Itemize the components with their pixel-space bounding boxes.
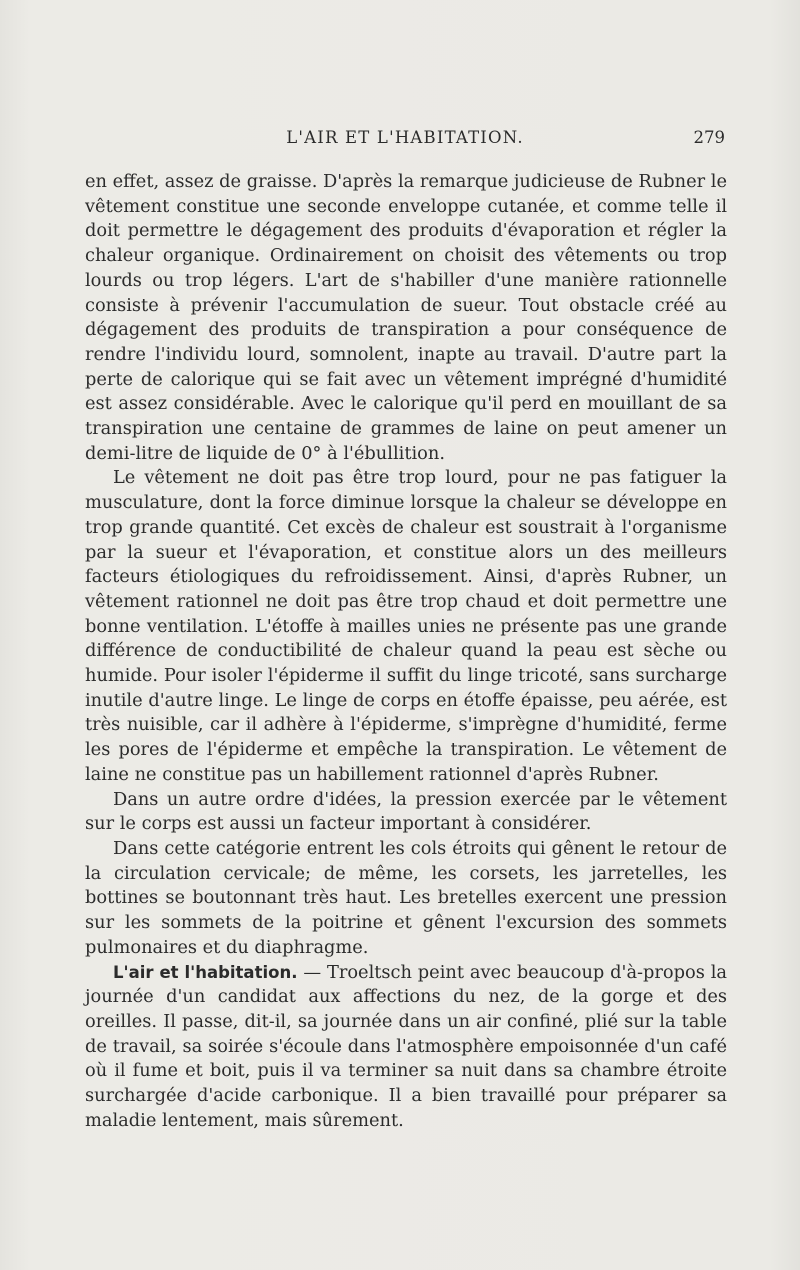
page-header <box>85 128 725 154</box>
paragraph-clothing-weight: Le vêtement ne doit pas être trop lourd, pour ne pas fatiguer la musculature, dont la force diminue lorsque la chaleur se développe en trop grande quantité. Cet excès de chaleur est soustrait à l'organisme par la sueur et l'évaporation, et constitue alors un des meilleurs facteurs étiologiques du refroidissement. Ainsi, d'après Rubner, un vêtement rationnel ne doit pas être trop chaud et doit permettre une bonne ventilation. L'étoffe à mailles unies ne présente pas une grande différence de conductibilité de chaleur quand la peau est sèche ou humide. Pour isoler l'épiderme il suffit du linge tricoté, sans surcharge inutile d'autre linge. Le linge de corps en étoffe épaisse, peu aérée, est très nuisible, car il adhère à l'épiderme, s'imprègne d'humidité, ferme les pores de l'épiderme et empêche la transpiration. Le vêtement de laine ne constitue pas un habillement rationnel d'après Rubner. <box>85 467 727 785</box>
section-heading: L'air et l'habitation. <box>113 962 298 982</box>
paragraph-clothing-evaporation: en effet, assez de graisse. D'après la remarque judicieuse de Rubner le vêtement constitue une seconde enveloppe cutanée, et comme telle il doit permettre le dégagement des produits d'évaporation et régler la chaleur organique. Ordinairement on choisit des vêtements ou trop lourds ou trop légers. L'art de s'habiller d'une manière rationnelle consiste à prévenir l'accumulation de sueur. Tout obstacle créé au dégagement des produits de transpiration a pour conséquence de rendre l'individu lourd, somnolent, inapte au travail. D'autre part la perte de calorique qui se fait avec un vêtement imprégné d'humidité est assez considérable. Avec le calorique qu'il perd en mouillant de sa transpiration une centaine de grammes de laine on peut amener un demi-litre de liquide de 0° à l'ébullition. <box>85 171 727 464</box>
paragraph-clothing-pressure: Dans un autre ordre d'idées, la pression exercée par le vêtement sur le corps est aussi un facteur important à considérer. <box>85 788 727 835</box>
running-title: L'AIR ET L'HABITATION. <box>286 128 524 147</box>
section-text: — Troeltsch peint avec beaucoup d'à-propos la journée d'un candidat aux affections du nez, de la gorge et des oreilles. Il passe, dit-il, sa journée dans un air confiné, plié sur la table de travail, sa soirée s'écoule dans l'atmosphère empoisonnée d'un café où il fume et boit, puis il va terminer sa nuit dans sa chambre étroite surchargée d'acide carbonique. Il a bien travaillé pour préparer sa maladie lentement, mais sûrement. <box>85 961 728 1131</box>
paragraph-air-and-housing <box>85 961 727 1134</box>
body-text <box>85 170 727 1133</box>
paragraph-tight-garments: Dans cette catégorie entrent les cols étroits qui gênent le retour de la circulation cervicale; de même, les corsets, les jarretelles, les bottines se boutonnant très haut. Les bretelles exercent une pression sur les sommets de la poitrine et gênent l'excursion des sommets pulmonaires et du diaphragme. <box>85 837 727 958</box>
page-number: 279 <box>693 128 725 147</box>
